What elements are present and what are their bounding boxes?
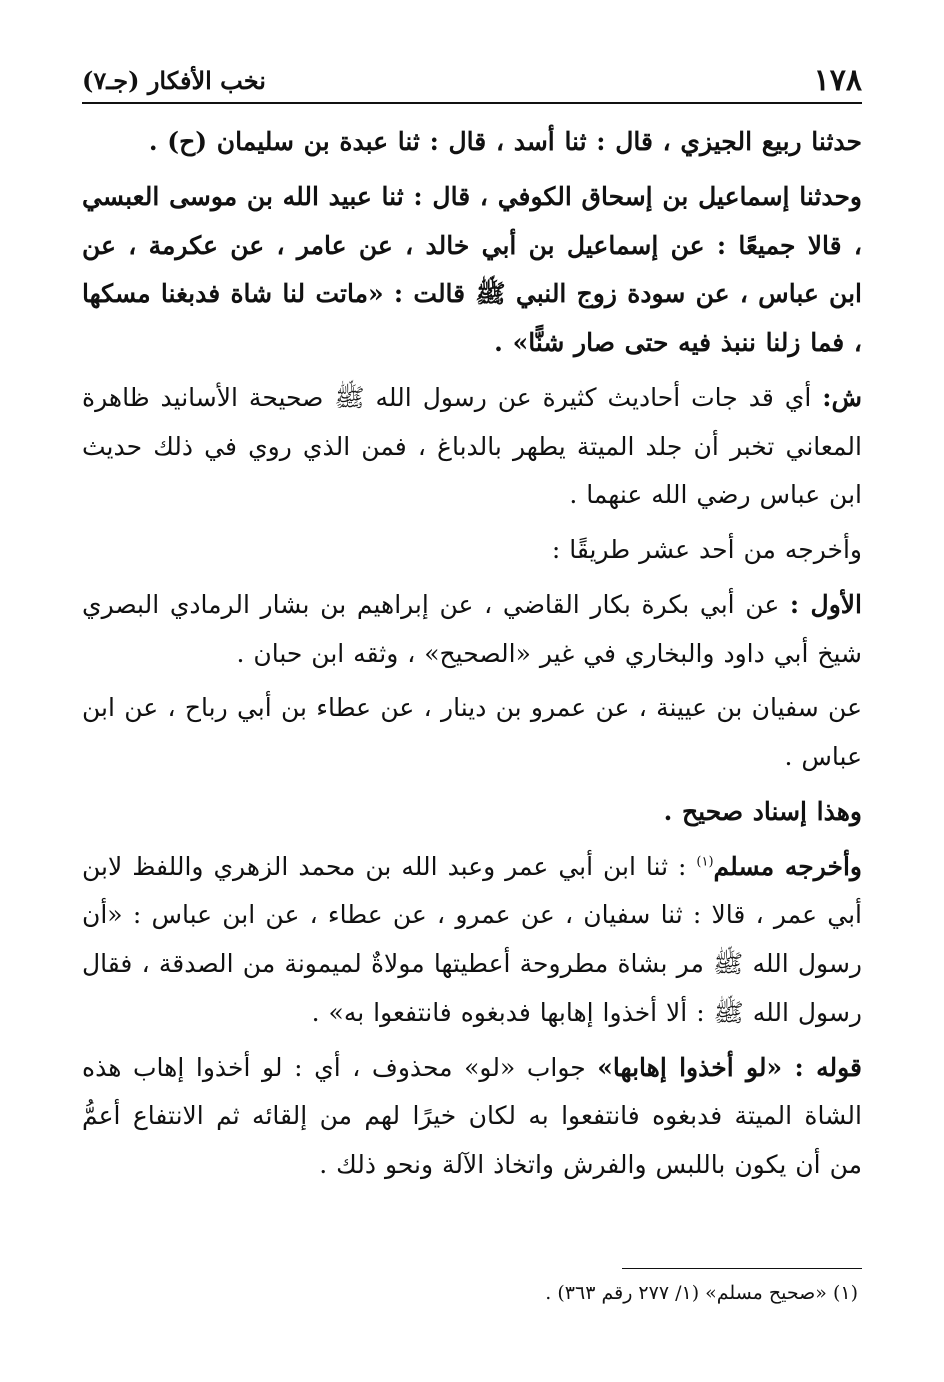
paragraph-isnad-1: حدثنا ربيع الجيزي ، قال : ثنا أسد ، قال : ثنا عبدة بن سليمان (ح) . [148,127,862,156]
muslim-text: : ثنا ابن أبي عمر وعبد الله بن محمد الزهري واللفظ لابن أبي عمر ، قالا : ثنا سفيان ، عن عمرو ، عن عطاء ، عن ابن عباس : «أن رسول الله ﷺ مر بشاة مطروحة أعطيتها مولاةٌ لميمونة من الصدقة ، فقال رسول الله ﷺ : ألا أخذوا إهابها فدبغوه فانتفعوا به» . [82,851,862,1027]
main-text [82,118,862,1190]
paragraph-muslim [82,843,862,1038]
first-route-label: الأول : [789,589,863,619]
running-title: نخب الأفكار (جـ٧) [82,65,266,95]
muslim-label: وأخرجه مسلم [713,851,862,881]
page-number: ١٧٨ [813,62,862,98]
footnote-divider [622,1268,862,1269]
explanation-label: قوله : «لو أخذوا إهابها» [597,1052,862,1082]
paragraph-isnad-2: وحدثنا إسماعيل بن إسحاق الكوفي ، قال : ثنا عبيد الله بن موسى العبسي ، قالا جميعًا : عن إسماعيل بن أبي خالد ، عن عامر ، عن عكرمة ، عن ابن عباس ، عن سودة زوج النبي ﷺ قالت : «ماتت لنا شاة فدبغنا مسكها ، فما زلنا ننبذ فيه حتى صار شنًّا» . [82,181,862,357]
paragraph-grading: وهذا إسناد صحيح . [663,796,862,826]
paragraph-first-route [82,581,862,679]
commentary-text: أي قد جات أحاديث كثيرة عن رسول الله ﷺ صحيحة الأسانيد ظاهرة المعاني تخبر أن جلد الميتة يطهر بالدباغ ، فمن الذي روي في ذلك حديث ابن عباس رضي الله عنهما . [82,382,862,510]
explanation-text: جواب «لو» محذوف ، أي : لو أخذوا إهاب هذه الشاة الميتة فدبغوه فانتفعوا به لكان خيرًا لهم من إلقائه ثم الانتفاع أعمُّ من أن يكون باللبس والفرش واتخاذ الآلة ونحو ذلك . [82,1052,862,1179]
footnote: (١) «صحيح مسلم» (١/ ٢٧٧ رقم ٣٦٣) . [545,1282,858,1304]
footnote-reference: (١) [696,854,714,870]
paragraph-chain: عن سفيان بن عيينة ، عن عمرو بن دينار ، عن عطاء بن أبي رباح ، عن ابن عباس . [82,693,862,771]
paragraph-routes: وأخرجه من أحد عشر طريقًا : [551,535,862,564]
paragraph-commentary [82,374,862,520]
commentary-label: ش: [822,382,862,412]
page-header [82,58,862,104]
first-route-text: عن أبي بكرة بكار القاضي ، عن إبراهيم بن بشار الرمادي البصري شيخ أبي داود والبخاري في غير «الصحيح» ، وثقه ابن حبان . [82,589,862,668]
paragraph-explanation [82,1044,862,1190]
